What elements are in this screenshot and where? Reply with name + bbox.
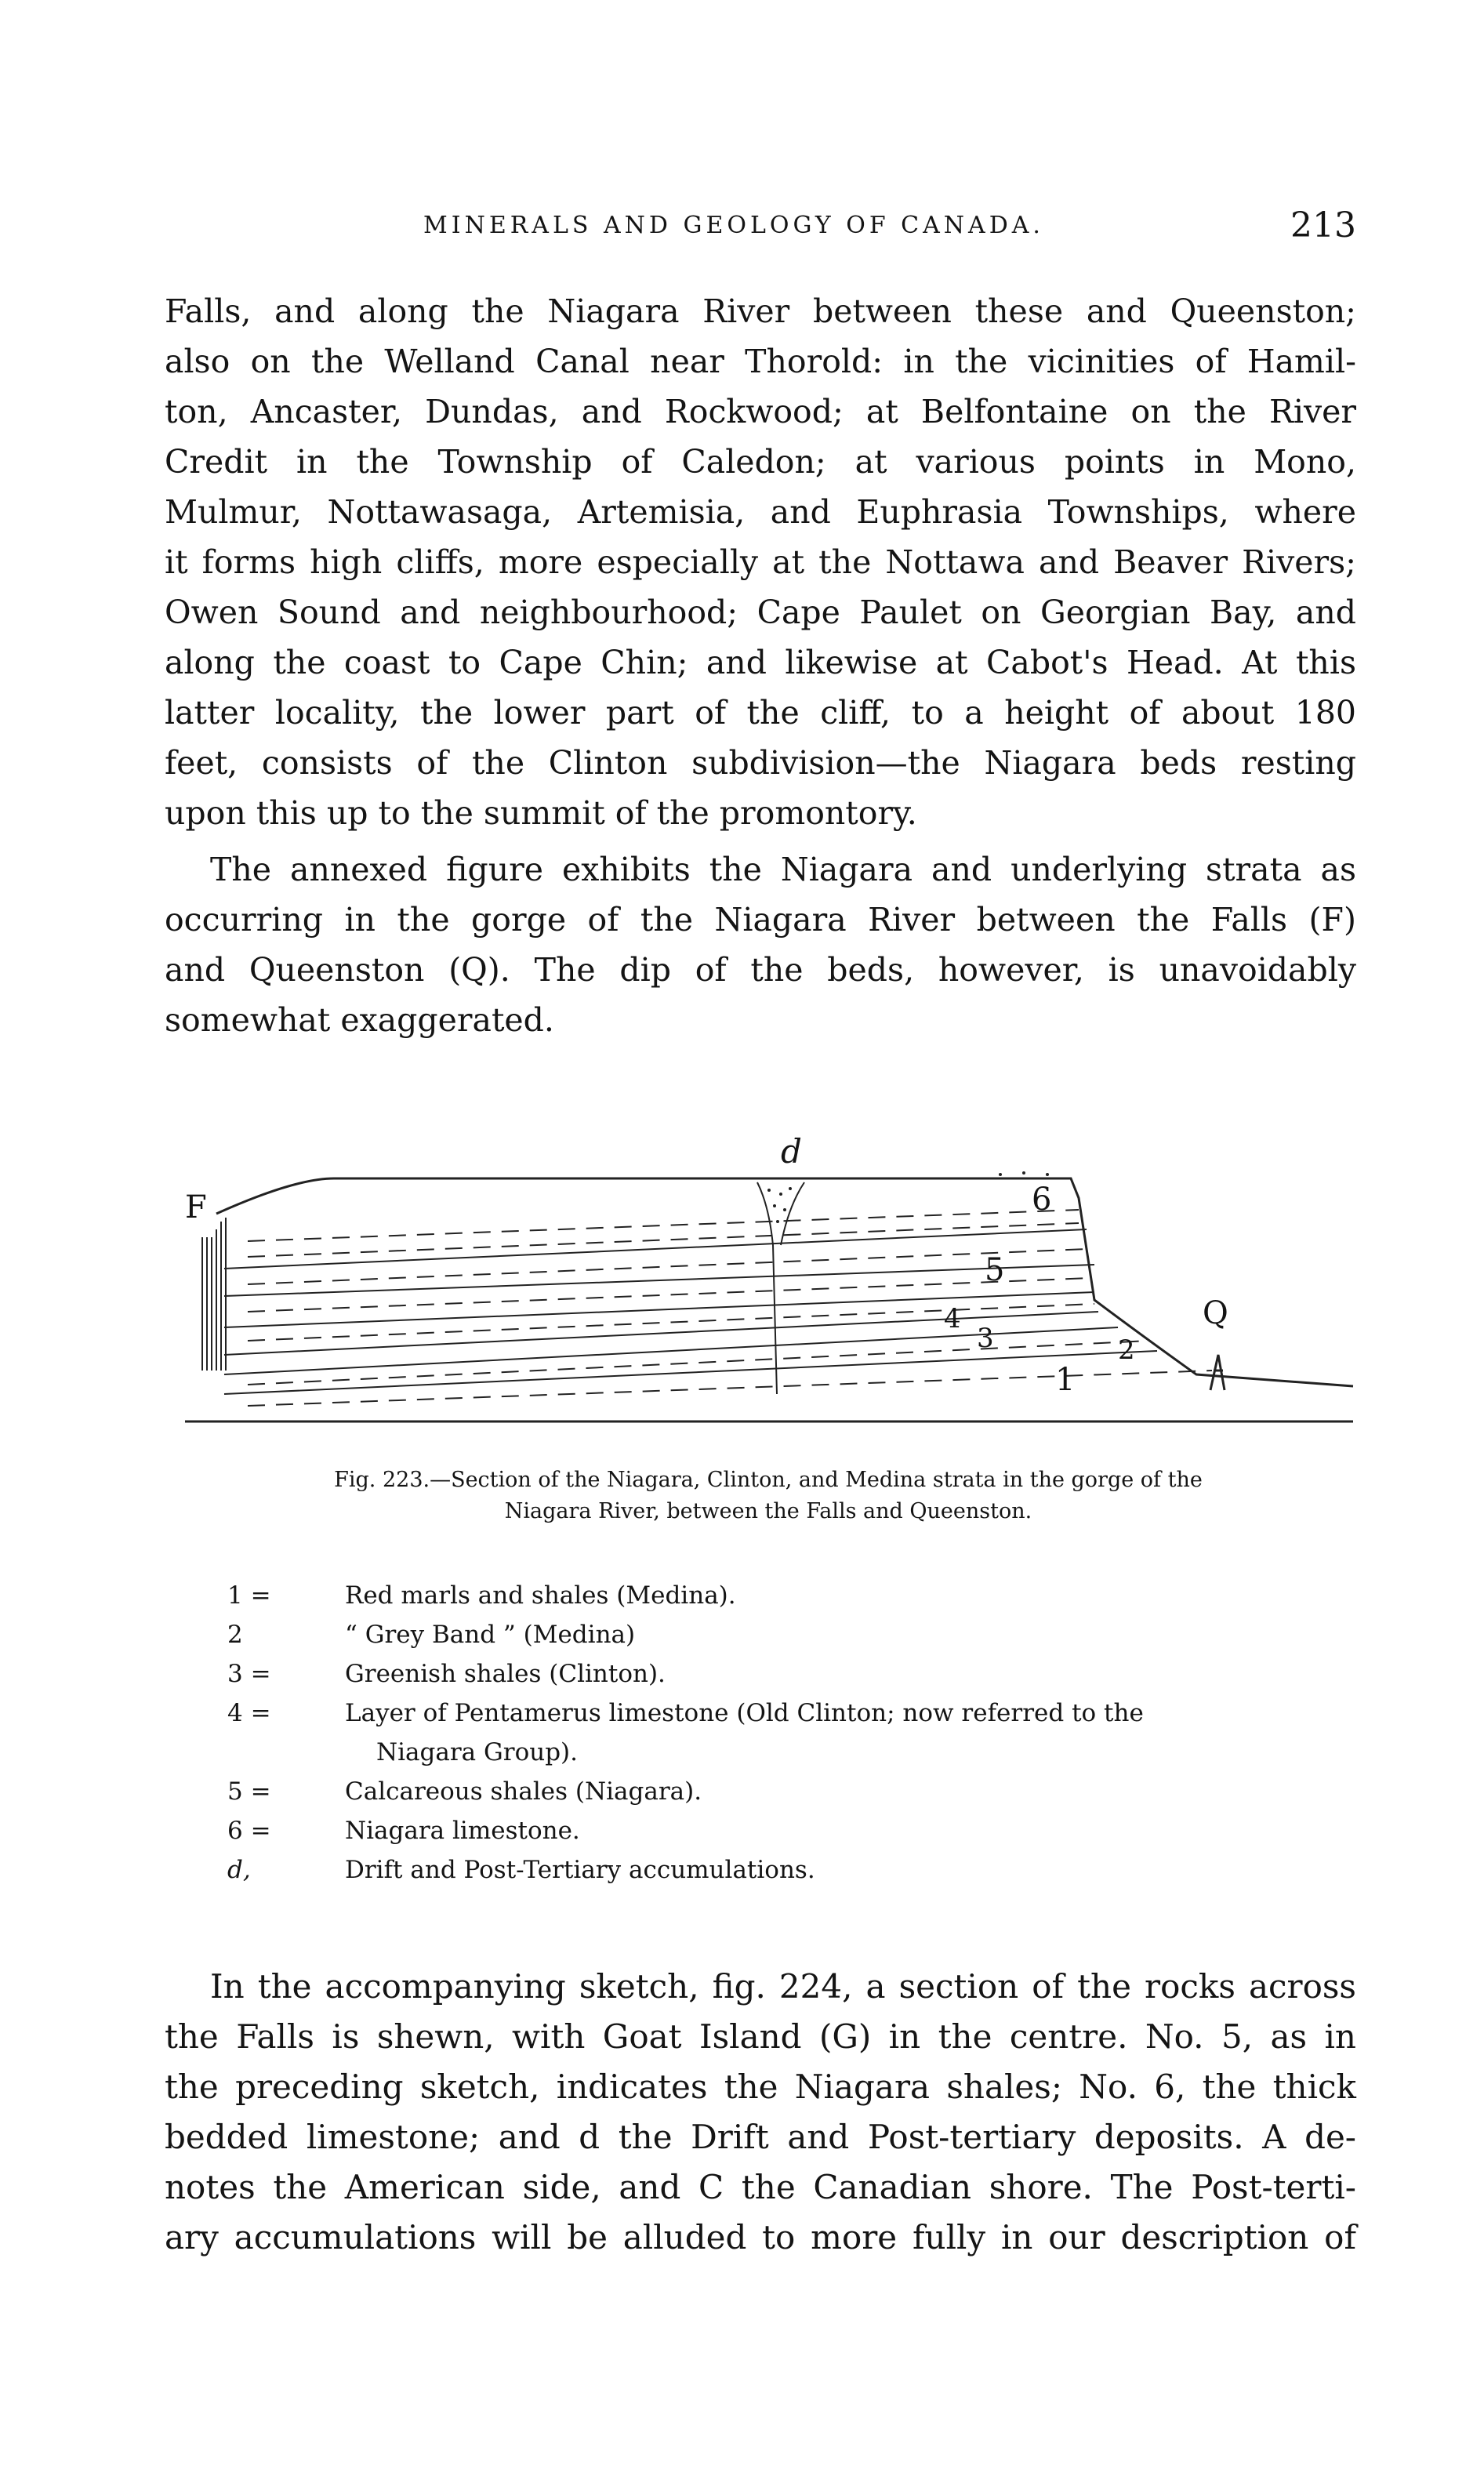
text-line: also on the Welland Canal near Thorold: in the vicinities of Hamil- [165,343,1356,380]
text-line: bedded limestone; and d the Drift and Post-tertiary deposits. A de- [165,2118,1356,2156]
text-line: The annexed figure exhibits the Niagara and underlying strata as [210,851,1356,888]
geological-section-figure [177,1135,1369,1441]
legend-item [227,1615,1356,1654]
legend-key: 6 = [227,1817,271,1845]
label-bed-5: 5 [985,1252,1005,1288]
text-line: latter locality, the lower part of the cliff, to a height of about 180 [165,694,1356,732]
text-line: Mulmur, Nottawasaga, Artemisia, and Euphrasia Townships, where [165,493,1356,531]
text-line: In the accompanying sketch, fig. 224, a section of the rocks across [210,1967,1356,2006]
text-line: the Falls is shewn, with Goat Island (G) in the centre. No. 5, as in [165,2017,1356,2056]
legend-item [227,1850,1356,1890]
text-line: Falls, and along the Niagara River between these and Queenston; [165,292,1356,330]
legend-text: Layer of Pentamerus limestone (Old Clinton; now referred to the [345,1699,1144,1727]
label-bed-4: 4 [944,1303,961,1334]
legend-text: Niagara Group). [376,1738,579,1766]
text-line: ton, Ancaster, Dundas, and Rockwood; at Belfontaine on the River [165,393,1356,430]
legend-text: “ Grey Band ” (Medina) [345,1621,636,1649]
label-falls: F [185,1189,207,1225]
text-line: and Queenston (Q). The dip of the beds, however, is unavoidably [165,951,1356,989]
legend-item [227,1772,1356,1811]
legend-item [227,1811,1356,1850]
text-line: occurring in the gorge of the Niagara River between the Falls (F) [165,901,1356,939]
legend-item [227,1654,1356,1694]
legend-key: d, [227,1856,251,1884]
label-bed-2: 2 [1118,1334,1135,1366]
legend-item [227,1694,1356,1733]
caption-line: Fig. 223.—Section of the Niagara, Clinton, and Medina strata in the gorge of the [334,1468,1203,1492]
legend-text: Calcareous shales (Niagara). [345,1777,702,1806]
paragraph-2 [165,845,1356,1046]
text-line: it forms high cliffs, more especially at the Nottawa and Beaver Rivers; [165,543,1356,581]
queenston-marker [1210,1355,1225,1390]
figure-legend [227,1576,1356,1890]
page-number: 213 [1290,205,1356,245]
legend-text: Drift and Post-Tertiary accumulations. [345,1856,815,1884]
text-line: the preceding sketch, indicates the Niagara shales; No. 6, the thick [165,2068,1356,2106]
legend-key: 5 = [227,1777,271,1806]
text-line: feet, consists of the Clinton subdivision—the Niagara beds resting [165,744,1356,782]
legend-item [227,1576,1356,1615]
label-bed-1: 1 [1055,1362,1076,1398]
text-line: notes the American side, and C the Canadian shore. The Post-terti- [165,2168,1356,2206]
label-queenston: Q [1203,1295,1228,1331]
running-head [165,205,1356,259]
caption-line: Niagara River, between the Falls and Queenston. [504,1499,1032,1523]
strata-boundaries [224,1229,1157,1394]
text-line: somewhat exaggerated. [165,1001,554,1039]
label-drift: d [781,1135,802,1171]
legend-key: 1 = [227,1581,271,1610]
section-drawing [177,1135,1369,1441]
running-title: MINERALS AND GEOLOGY OF CANADA. [423,212,1044,239]
label-bed-3: 3 [977,1323,994,1354]
text-line: upon this up to the summit of the promontory. [165,794,917,832]
legend-key: 4 = [227,1699,271,1727]
text-line: ary accumulations will be alluded to more fully in our description of [165,2218,1356,2256]
legend-key: 2 [227,1621,243,1649]
paragraph-3 [165,1962,1356,2263]
drift-pocket [757,1182,804,1394]
text-line: along the coast to Cape Chin; and likewise at Cabot's Head. At this [165,644,1356,681]
legend-text: Niagara limestone. [345,1817,580,1845]
falls-face [202,1218,226,1371]
legend-key: 3 = [227,1660,271,1688]
legend-text: Red marls and shales (Medina). [345,1581,736,1610]
figure-caption [235,1465,1301,1527]
text-line: Credit in the Township of Caledon; at various points in Mono, [165,443,1356,481]
label-bed-6: 6 [1032,1182,1052,1218]
paragraph-1 [165,287,1356,839]
legend-item-continuation [227,1733,1356,1772]
text-line: Owen Sound and neighbourhood; Cape Paulet on Georgian Bay, and [165,594,1356,631]
legend-text: Greenish shales (Clinton). [345,1660,666,1688]
